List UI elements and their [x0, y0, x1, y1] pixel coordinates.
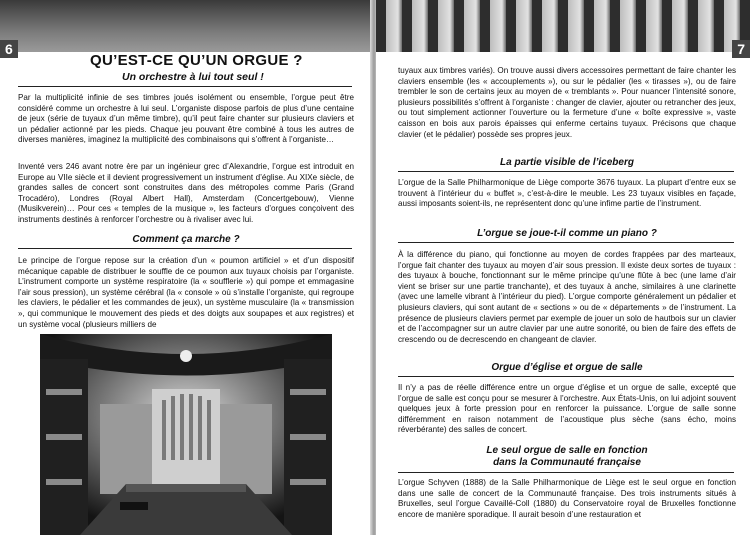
history-paragraph: Inventé vers 246 avant notre ère par un ingénieur grec d’Alexandrie, l’orgue est introduit en Europe au VIIe siècle et il devient progressivement un instrument d’église. Au XIXe siècle, de grandes salles de concert sont construites dans des métropoles comme Paris (Grand Trocadéro), Londres (Royal Albert Hall), Amsterdam (Concertgebouw), Vienne (Musikverein)… Pour ces « temples de la musique », les facteurs d’orgues conçoivent des instruments destinés à renforcer l’orchestre ou à rivaliser avec lui. — [18, 162, 354, 224]
section-rule-1 — [398, 171, 734, 172]
section-heading-unique-line2: dans la Communauté française — [493, 457, 641, 468]
church-paragraph: Il n’y a pas de réelle différence entre un orgue d’église et un orgue de salle, excepté que l’orgue de salle est conçu pour se mesurer à l’orchestre. Aux États-Unis, on lui adjoint souvent quelques jeux à forte pression pour en renforcer la puissance. L’orgue de salle sonne différemment en raison notamment de l’acoustique plus sèche (sans écho, moins réverbérante) des salles de concert. — [398, 383, 736, 435]
mechanism-paragraph: Le principe de l’orgue repose sur la création d’un « poumon artificiel » et d’un dispositif mécanique capable de distribuer le souffle de ce poumon aux tuyaux choisis par l’organiste. L’instrument comporte un système respiratoire (la « soufflerie ») qui pompe et emmagasine l’air sous pression), un système cérébral (la « console » où s’installe l’organiste, qui regroupe les claviers, le pédalier et les commandes de jeux), un système musculaire (la « transmission », qui communique le mouvement des pieds et des doigts aux soupapes et aux registres) et un système vocal (plusieurs milliers de — [18, 256, 354, 329]
concert-hall-photo — [40, 334, 332, 535]
page-number-right: 7 — [732, 40, 750, 58]
right-page — [376, 0, 750, 535]
section-rule-2 — [398, 242, 734, 243]
unique-organ-paragraph: L’orgue Schyven (1888) de la Salle Philharmonique de Liège est le seul orgue en fonction dans une salle de concert de la Communauté française. Des trois instruments situés à Bruxelles, seul l’orgue Cavaillé-Coll (1880) du Conservatoire royal de Bruxelles fonctionne encore de manière sporadique. Il aurait besoin d’une restauration et — [398, 478, 736, 519]
section-rule — [18, 248, 352, 249]
section-heading-mechanism: Comment ça marche ? — [132, 234, 240, 245]
section-heading-iceberg: La partie visible de l’iceberg — [500, 157, 634, 168]
section-rule-3 — [398, 376, 734, 377]
section-heading-piano: L’orgue se joue-t-il comme un piano ? — [477, 228, 657, 239]
iceberg-paragraph: L’orgue de la Salle Philharmonique de Liège comporte 3676 tuyaux. La plupart d’entre eux se trouvent à l’intérieur du « buffet », c’est-à-dire le meuble. Les 23 tuyaux visibles en façade, aussi imposants soient-ils, ne représentent donc qu’une infime partie de l’instrument. — [398, 178, 736, 209]
organ-pipes-photo — [376, 0, 750, 52]
page-subtitle: Un orchestre à lui tout seul ! — [122, 71, 264, 83]
page-title: QU’EST-CE QU’UN ORGUE ? — [90, 52, 303, 69]
subtitle-rule — [18, 86, 352, 87]
section-heading-unique — [398, 445, 736, 469]
left-header-photo — [0, 0, 372, 52]
intro-paragraph: Par la multiplicité infinie de ses timbres joués isolément ou ensemble, l’orgue peut être considéré comme un orchestre à lui seul. L’organiste dispose parfois de plus d’une centaine de jeux (série de tuyaux d’un même timbre), qu’il peut faire chanter sur plusieurs claviers et un pédalier actionné par les pieds. Chaque jeu pouvant être combiné à tous les autres de diverses manières, imaginez la multiplicité des combinaisons qui s’offrent à l’organiste… — [18, 93, 354, 145]
continuation-paragraph: tuyaux aux timbres variés). On trouve aussi divers accessoires permettant de faire chanter les claviers ensemble (les « accouplements »), ou sur le pédalier (les « tirasses »), ou de faire trembler le son de certains jeux au moyen de « tremblants ». Pour nuancer l’intensité sonore, plusieurs possibilités s’offrent à l’organiste : changer de clavier, ajouter ou retrancher des jeux, ou tout simplement actionner l’ouverture ou la fermeture d’une « boîte expressive », vaste caisson en bois aux parois épaisses qui enferme certains tuyaux. Précisons que chaque clavier (et le pédalier) possède ses propres jeux. — [398, 66, 736, 139]
concert-hall-illustration — [40, 334, 332, 535]
section-rule-4 — [398, 472, 734, 473]
section-heading-unique-line1: Le seul orgue de salle en fonction — [486, 445, 648, 456]
left-page — [0, 0, 372, 535]
section-heading-church: Orgue d’église et orgue de salle — [491, 362, 643, 373]
page-number-left: 6 — [0, 40, 18, 58]
piano-paragraph: À la différence du piano, qui fonctionne au moyen de cordes frappées par des marteaux, l’orgue fait chanter des tuyaux au moyen d’air sous pression. Il existe deux sortes de tuyaux : des tuyaux à bouche, fonctionnant sur le même principe qu’une flûte à bec (une lame d’air vient se briser sur une partie tranchante), et des tuyaux à anche, similaires à une clarinette (avec une lamelle vibrant à l’intérieur du pied). L’orgue comporte généralement un pédalier et plusieurs claviers, qui sont autant de « sections » ou de « départements » de l’instrument. La présence de plusieurs claviers permet par exemple de jouer un solo de hautbois sur un clavier et de l’accompagner sur un autre clavier par une autre sonorité, ou bien de faire des effets de crescendo ou de decrescendo en changeant de clavier. — [398, 250, 736, 344]
